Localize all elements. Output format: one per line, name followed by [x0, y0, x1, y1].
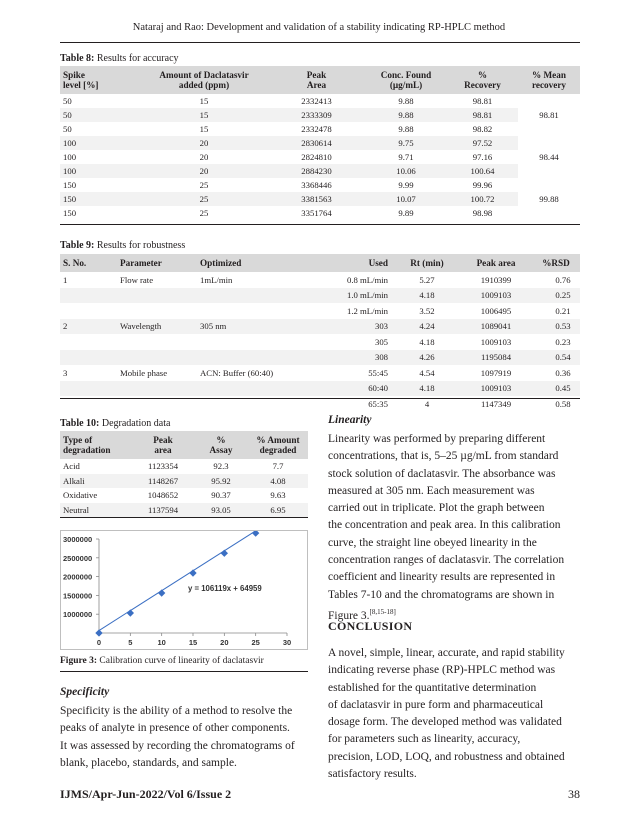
table-row: [60, 365, 580, 381]
linearity-line: Linearity was performed by preparing different: [328, 433, 546, 445]
used-cell: 308: [374, 352, 388, 363]
optimized-cell: [200, 334, 304, 350]
recovery-cell: 97.52: [472, 138, 493, 148]
amount-degraded-cell: 9.63: [270, 490, 286, 501]
footer-page-number: 38: [568, 787, 580, 801]
spike-level-cell: 100: [63, 138, 77, 148]
peak-area-cell: 1195084: [480, 352, 512, 363]
peak-area-cell: 1009103: [480, 290, 512, 301]
x-tick-label: 20: [220, 638, 229, 647]
optimized-cell: [200, 288, 304, 304]
calibration-chart: [61, 531, 307, 649]
amount-cell: 20: [199, 166, 209, 176]
x-tick-label: 10: [157, 638, 166, 647]
sno-cell: [60, 288, 120, 304]
amount-degraded-cell: 7.7: [272, 461, 284, 472]
figure3-caption: [60, 656, 264, 666]
peak-area-cell: 1009103: [480, 336, 512, 347]
table-row: [60, 488, 308, 503]
table8-accuracy: [60, 66, 580, 220]
table9-col-sno: S. No.: [63, 258, 87, 268]
amount-degraded-cell: 6.95: [270, 504, 286, 515]
data-point: [127, 609, 134, 616]
recovery-cell: 98.98: [472, 208, 493, 218]
figure3-bottom-rule: [60, 671, 308, 672]
rsd-cell: 0.53: [555, 321, 571, 332]
peak-area-cell: 1147349: [480, 398, 512, 409]
footer-journal: IJMS/Apr-Jun-2022/Vol 6/Issue 2: [60, 787, 232, 801]
peak-area-cell: 3381563: [301, 194, 332, 204]
peak-area-cell: 2884230: [301, 166, 332, 176]
recovery-cell: 98.81: [472, 110, 493, 120]
sno-cell: [60, 381, 120, 397]
linearity-citation: [8,15-18]: [369, 607, 396, 616]
table9-col-rt: Rt (min): [410, 258, 444, 268]
optimized-cell: [200, 381, 304, 397]
spike-level-cell: 150: [63, 194, 77, 204]
table9-col-peak-area: Peak area: [476, 258, 516, 268]
table10-caption: [60, 418, 170, 429]
rt-cell: 4.18: [419, 290, 435, 301]
optimized-cell: 1mL/min: [200, 274, 233, 285]
table8-caption: [60, 53, 179, 64]
spike-level-cell: 50: [63, 96, 72, 106]
amount-degraded-cell: 4.08: [270, 475, 286, 486]
optimized-cell: [200, 303, 304, 319]
table-row: [60, 122, 580, 136]
conclusion-body: [328, 645, 580, 783]
rsd-cell: 0.54: [555, 352, 571, 363]
assay-cell: 90.37: [211, 490, 231, 501]
running-header: Nataraj and Rao: Development and validation of a stability indicating RP-HPLC method: [132, 22, 506, 33]
specificity-line: peaks of analyte in presence of other components.: [60, 722, 290, 735]
type-cell: Oxidative: [63, 490, 98, 501]
table9-col-parameter: Parameter: [120, 258, 162, 268]
spike-level-cell: 50: [63, 124, 72, 134]
rsd-cell: 0.45: [555, 383, 571, 394]
table8-caption-text: Results for accuracy: [94, 53, 179, 64]
table10-caption-label: Table 10:: [60, 418, 100, 429]
rt-cell: 5.27: [419, 274, 435, 285]
amount-cell: 25: [199, 180, 209, 190]
peak-area-cell: 3368446: [301, 180, 332, 190]
calibration-chart-frame: [60, 530, 308, 650]
linearity-line: concentration ranges of daclatasvir. The correlation: [328, 554, 565, 567]
table8-caption-label: Table 8:: [60, 53, 95, 64]
linearity-last-text: Figure 3.: [328, 609, 370, 622]
table10-bottom-rule: [60, 517, 308, 518]
table-row: [60, 303, 580, 319]
optimized-cell: 305 nm: [200, 321, 227, 332]
amount-cell: 15: [199, 110, 209, 120]
recovery-cell: 100.72: [470, 194, 495, 204]
assay-cell: 93.05: [211, 504, 231, 515]
table9-robustness: [60, 254, 580, 412]
rt-cell: 4.18: [419, 383, 435, 394]
used-cell: 1.2 mL/min: [346, 305, 388, 316]
table-row: [60, 164, 580, 178]
spike-level-cell: 150: [63, 180, 77, 190]
y-tick-label: 1000000: [63, 610, 93, 620]
linearity-line: stock solution of daclatasvir. The absorbance was: [328, 467, 556, 480]
peak-area-cell: 1148267: [147, 475, 179, 486]
amount-cell: 20: [199, 152, 209, 162]
parameter-cell: [120, 381, 200, 397]
peak-area-cell: 1910399: [480, 274, 512, 285]
x-tick-label: 5: [128, 638, 133, 647]
peak-area-cell: 1097919: [480, 367, 512, 378]
optimized-cell: ACN: Buffer (60:40): [200, 367, 274, 378]
table-row: [60, 206, 580, 220]
table9-header-row: [60, 254, 580, 272]
recovery-cell: 98.81: [472, 96, 493, 106]
recovery-cell: 97.16: [472, 152, 493, 162]
table8-header-row: [60, 66, 580, 94]
figure3-caption-label: Figure 3:: [60, 656, 98, 666]
table-row: [60, 108, 580, 122]
conclusion-line: established for the quantitative determination: [328, 681, 537, 694]
amount-cell: 25: [199, 208, 209, 218]
figure3-caption-text: Calibration curve of linearity of daclatasvir: [97, 656, 264, 666]
table10-col-type: Type of degradation: [63, 435, 111, 455]
table10-header-row: [60, 431, 308, 459]
linearity-line: coefficient and linearity results are represented in: [328, 571, 556, 584]
specificity-line: It was assessed by recording the chromatograms of: [60, 739, 295, 752]
spike-level-cell: 100: [63, 166, 77, 176]
table-row: [60, 474, 308, 489]
data-point: [221, 550, 228, 557]
mean-recovery-cell: 99.88: [518, 178, 580, 220]
table-row: [60, 503, 308, 518]
conc-found-cell: 9.88: [398, 124, 414, 134]
specificity-line: blank, placebo, standards, and sample.: [60, 756, 237, 769]
peak-area-cell: 2332413: [301, 96, 332, 106]
amount-cell: 25: [199, 194, 209, 204]
peak-area-cell: 2830614: [301, 138, 332, 148]
data-point: [189, 569, 196, 576]
parameter-cell: [120, 350, 200, 366]
table10-col-assay: % Assay: [209, 435, 233, 455]
conclusion-line: of daclatasvir in pure form and pharmaceutical: [328, 698, 544, 711]
mean-recovery-cell: 98.44: [518, 136, 580, 178]
x-tick-label: 15: [188, 638, 198, 647]
peak-area-cell: 1137594: [147, 504, 179, 515]
peak-area-cell: 1006495: [480, 305, 512, 316]
table9-col-rsd: %RSD: [542, 258, 570, 268]
rsd-cell: 0.21: [555, 305, 571, 316]
specificity-line: Specificity is the ability of a method to resolve the: [60, 705, 293, 717]
conc-found-cell: 10.07: [396, 194, 416, 204]
linearity-heading: Linearity: [328, 414, 372, 426]
conc-found-cell: 9.71: [398, 152, 414, 162]
conclusion-line: A novel, simple, linear, accurate, and rapid stability: [328, 647, 565, 659]
table8-col-peak-area: Peak Area: [306, 70, 327, 90]
spike-level-cell: 100: [63, 152, 77, 162]
rt-cell: 4.18: [419, 336, 435, 347]
y-tick-label: 2000000: [63, 572, 93, 582]
used-cell: 303: [374, 321, 388, 332]
trendline-equation: y = 106119x + 64959: [187, 583, 262, 593]
y-tick-label: 1500000: [63, 591, 93, 601]
linearity-body: [328, 431, 580, 625]
rt-cell: 4.26: [419, 352, 435, 363]
rsd-cell: 0.25: [555, 290, 571, 301]
table10-col-peak-area: Peak area: [153, 435, 173, 455]
parameter-cell: [120, 334, 200, 350]
optimized-cell: [200, 350, 304, 366]
specificity-body: [60, 703, 312, 772]
table-row: [60, 459, 308, 474]
table8-col-conc-found: Conc. Found (µg/mL): [380, 70, 432, 90]
linearity-line: concentrations, that is, 5–25 µg/mL from standard: [328, 450, 559, 463]
amount-cell: 20: [199, 138, 209, 148]
linearity-line: curve, the straight line obeyed linearity in the: [328, 536, 537, 549]
rt-cell: 3.52: [419, 305, 435, 316]
rt-cell: 4.54: [419, 367, 435, 378]
sno-cell: 1: [63, 274, 68, 285]
table9-col-optimized: Optimized: [200, 258, 242, 268]
sno-cell: [60, 350, 120, 366]
peak-area-cell: 1123354: [147, 461, 179, 472]
rt-cell: 4.24: [419, 321, 435, 332]
table9-caption-label: Table 9:: [60, 240, 95, 251]
used-cell: 65:35: [368, 398, 388, 409]
y-tick-label: 3000000: [63, 535, 93, 544]
conclusion-line: precision, LOD, LOQ, and robustness and obtained: [328, 750, 565, 763]
peak-area-cell: 2333309: [301, 110, 332, 120]
linearity-line: Tables 7-10 and the chromatograms are shown in: [328, 588, 555, 601]
trend-line: [99, 531, 256, 631]
assay-cell: 95.92: [211, 475, 231, 486]
peak-area-cell: 2824810: [301, 152, 332, 162]
table10-caption-text: Degradation data: [99, 418, 171, 429]
parameter-cell: [120, 288, 200, 304]
table9-caption: [60, 240, 185, 251]
table8-bottom-rule: [60, 224, 580, 225]
table8-col-mean-recovery: % Mean recovery: [531, 70, 566, 90]
table-row: [60, 334, 580, 350]
peak-area-cell: 1089041: [480, 321, 512, 332]
rsd-cell: 0.58: [555, 398, 571, 409]
rsd-cell: 0.76: [555, 274, 571, 285]
mean-recovery-cell: 98.81: [518, 94, 580, 136]
conclusion-line: satisfactory results.: [328, 768, 417, 781]
conc-found-cell: 9.75: [398, 138, 414, 148]
conc-found-cell: 10.06: [396, 166, 416, 176]
type-cell: Acid: [63, 461, 80, 472]
rsd-cell: 0.36: [555, 367, 571, 378]
linearity-line: the concentration and peak area. In this calibration: [328, 519, 561, 532]
rsd-cell: 0.23: [555, 336, 571, 347]
spike-level-cell: 150: [63, 208, 77, 218]
table8-col-amount: Amount of Daclatasvir added (ppm): [159, 70, 249, 90]
sno-cell: 2: [63, 321, 68, 332]
table-row: [60, 94, 580, 108]
table8-col-recovery: % Recovery: [464, 70, 501, 90]
used-cell: 55:45: [368, 367, 388, 378]
data-point: [158, 589, 165, 596]
table-row: [60, 288, 580, 304]
peak-area-cell: 1009103: [480, 383, 512, 394]
conc-found-cell: 9.88: [398, 96, 414, 106]
conclusion-heading: CONCLUSION: [328, 619, 413, 633]
sno-cell: [60, 334, 120, 350]
amount-cell: 15: [199, 124, 209, 134]
table9-col-used: Used: [368, 258, 388, 268]
sno-cell: [60, 303, 120, 319]
conc-found-cell: 9.99: [398, 180, 414, 190]
parameter-cell: Flow rate: [120, 274, 154, 285]
recovery-cell: 98.82: [472, 124, 493, 134]
used-cell: 305: [374, 336, 388, 347]
rt-cell: 4: [424, 398, 430, 409]
specificity-heading: Specificity: [60, 686, 110, 698]
assay-cell: 92.3: [213, 461, 229, 472]
used-cell: 60:40: [368, 383, 388, 394]
table-row: [60, 150, 580, 164]
table9-caption-text: Results for robustness: [94, 240, 186, 251]
conclusion-line: indicating reverse phase (RP)-HPLC method was: [328, 664, 556, 677]
table-row: [60, 319, 580, 335]
peak-area-cell: 3351764: [301, 208, 332, 218]
x-tick-label: 25: [251, 638, 260, 647]
table10-col-amount-degraded: % Amount degraded: [256, 435, 300, 455]
spike-level-cell: 50: [63, 110, 72, 120]
conc-found-cell: 9.89: [398, 208, 414, 218]
type-cell: Neutral: [63, 504, 90, 515]
used-cell: 0.8 mL/min: [346, 274, 388, 285]
table8-col-spike-level: Spike level [%]: [63, 70, 99, 90]
x-tick-label: 30: [282, 638, 292, 647]
peak-area-cell: 2332478: [301, 124, 332, 134]
linearity-line: carried out in triplicate. Plot the graph between: [328, 502, 545, 515]
recovery-cell: 99.96: [472, 180, 493, 190]
conclusion-line: dosage form. The developed method was validated: [328, 716, 562, 729]
table9-bottom-rule: [60, 398, 580, 399]
table-row: [60, 136, 580, 150]
parameter-cell: Wavelength: [120, 321, 162, 332]
data-point: [95, 629, 102, 636]
x-tick-label: 0: [96, 638, 102, 647]
amount-cell: 15: [199, 96, 209, 106]
table-row: [60, 350, 580, 366]
parameter-cell: Mobile phase: [120, 367, 168, 378]
table-row: [60, 192, 580, 206]
table-row: [60, 272, 580, 288]
header-rule: [60, 42, 580, 43]
peak-area-cell: 1048652: [147, 490, 179, 501]
table-row: [60, 178, 580, 192]
y-tick-label: 2500000: [63, 553, 93, 563]
used-cell: 1.0 mL/min: [346, 290, 388, 301]
conclusion-line: for parameters such as linearity, accuracy,: [328, 733, 521, 746]
table10-degradation: [60, 431, 308, 517]
table-row: [60, 381, 580, 397]
conc-found-cell: 9.88: [398, 110, 414, 120]
type-cell: Alkali: [63, 475, 85, 486]
parameter-cell: [120, 303, 200, 319]
recovery-cell: 100.64: [470, 166, 495, 176]
sno-cell: 3: [63, 367, 68, 378]
linearity-line: measured at 305 nm. Each measurement was: [328, 484, 535, 497]
